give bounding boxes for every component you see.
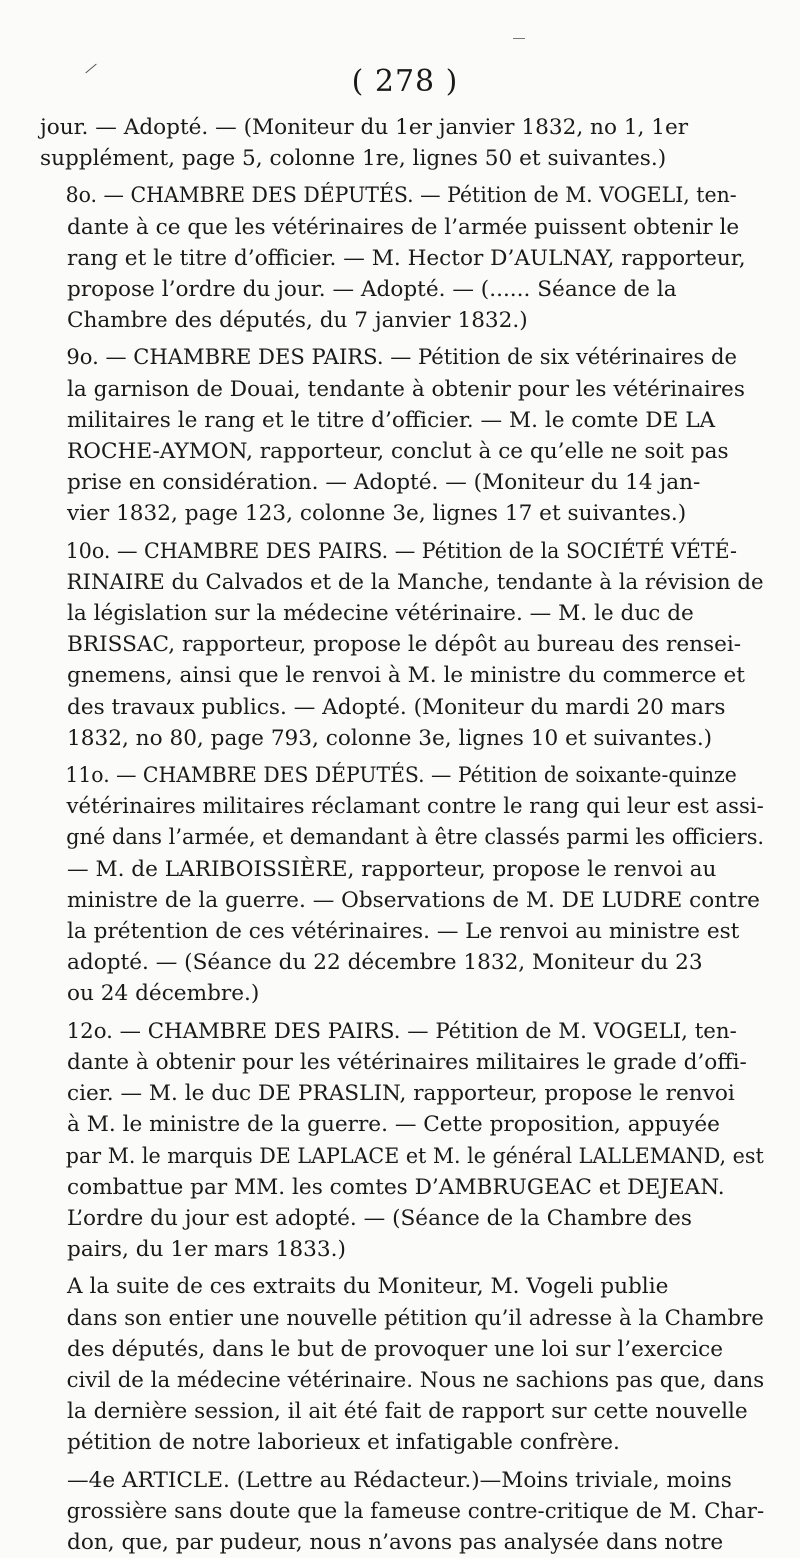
text-line: pairs, du 1er mars 1833.) (67, 1237, 346, 1263)
text-line: dante à ce que les vétérinaires de l’armée puissent obtenir le (67, 214, 740, 240)
paragraph (40, 112, 764, 174)
text-line: ROCHE-AYMON, rapporteur, conclut à ce qu’elle ne soit pas (67, 439, 729, 465)
text-line: 8o. — CHAMBRE DES DÉPUTÉS. — Pétition de M. VOGELI, ten- (65, 183, 737, 209)
text-line: propose l’ordre du jour. — Adopté. — (...... Séance de la (67, 277, 677, 303)
margin-dash-mark (513, 38, 525, 39)
text-line: gnemens, ainsi que le renvoi à M. le ministre du commerce et (67, 663, 745, 689)
text-line: don, que, par pudeur, nous n’avons pas analysée dans notre (67, 1529, 724, 1555)
text-line: 11o. — CHAMBRE DES DÉPUTÉS. — Pétition de soixante-quinze (65, 763, 737, 789)
text-line: 12o. — CHAMBRE DES PAIRS. — Pétition de M. VOGELI, ten- (66, 1018, 737, 1044)
text-line: la législation sur la médecine vétérinaire. — M. le duc de (67, 601, 694, 627)
text-line: vétérinaires militaires réclamant contre le rang qui leur est assi- (66, 794, 764, 820)
text-line: BRISSAC, rapporteur, propose le dépôt au bureau des rensei- (67, 632, 742, 658)
text-line: adopté. — (Séance du 22 décembre 1832, Moniteur du 23 (67, 950, 703, 976)
text-line: L’ordre du jour est adopté. — (Séance de la Chambre des (67, 1205, 692, 1231)
text-line: Chambre des députés, du 7 janvier 1832.) (67, 308, 528, 334)
paragraph (40, 760, 764, 1010)
text-line: ministre de la guerre. — Observations de M. DE LUDRE contre (67, 887, 760, 913)
text-line: jour. — Adopté. — (Moniteur du 1er janvier 1832, no 1, 1er (40, 115, 689, 140)
text-line: — M. de LARIBOISSIÈRE, rapporteur, propose le renvoi au (67, 856, 717, 882)
text-line: 10o. — CHAMBRE DES PAIRS. — Pétition de la SOCIÉTÉ VÉTÉ- (65, 538, 737, 564)
text-line: vier 1832, page 123, colonne 3e, lignes 17 et suivantes.) (67, 501, 687, 527)
text-line: prise en considération. — Adopté. — (Moniteur du 14 jan- (67, 470, 701, 496)
paragraph (40, 1271, 764, 1458)
text-line: civil de la médecine vétérinaire. Nous ne sachions pas que, dans (66, 1367, 765, 1393)
text-line: dans son entier une nouvelle pétition qu’il adresse à la Chambre (66, 1305, 764, 1331)
paragraph (40, 1465, 764, 1558)
text-line: la garnison de Douai, tendante à obtenir pour les vétérinaires (67, 376, 745, 402)
text-line: militaires le rang et le titre d’officier. — M. le comte DE LA (67, 407, 716, 433)
text-line: la dernière session, il ait été fait de rapport sur cette nouvelle (67, 1399, 748, 1425)
text-line: des travaux publics. — Adopté. (Moniteur du mardi 20 mars (67, 694, 726, 720)
paragraph (40, 536, 764, 754)
text-line: rang et le titre d’officier. — M. Hector D’AULNAY, rapporteur, (67, 245, 746, 271)
text-line: 9o. — CHAMBRE DES PAIRS. — Pétition de six vétérinaires de (66, 345, 738, 371)
text-line: à M. le ministre de la guerre. — Cette proposition, appuyée (67, 1112, 720, 1138)
page-number: ( 278 ) (351, 64, 459, 99)
text-line: cier. — M. le duc DE PRASLIN, rapporteur, propose le renvoi (67, 1081, 735, 1107)
paragraph (40, 342, 764, 529)
text-line: ou 24 décembre.) (67, 981, 260, 1007)
text-line: RINAIRE du Calvados et de la Manche, tendante à la révision de (66, 569, 764, 595)
text-line: gné dans l’armée, et demandant à être classés parmi les officiers. (66, 825, 765, 851)
text-line: 1832, no 80, page 793, colonne 3e, lignes 10 et suivantes.) (67, 725, 713, 751)
text-line: des députés, dans le but de provoquer une loi sur l’exercice (67, 1336, 724, 1362)
body-text (40, 112, 764, 1558)
text-line: par M. le marquis DE LAPLACE et M. le général LALLEMAND, est (65, 1143, 764, 1169)
text-line: —4e ARTICLE. (Lettre au Rédacteur.)—Moins triviale, moins (67, 1467, 732, 1493)
text-line: combattue par MM. les comtes D’AMBRUGEAC et DEJEAN. (67, 1174, 725, 1200)
paragraph (40, 1016, 764, 1266)
text-line: grossière sans doute que la fameuse contre-critique de M. Char- (66, 1498, 765, 1524)
paragraph (40, 180, 764, 336)
text-line: dante à obtenir pour les vétérinaires militaires le grade d’offi- (67, 1049, 747, 1075)
text-line: supplément, page 5, colonne 1re, lignes 50 et suivantes.) (40, 146, 667, 172)
text-line: pétition de notre laborieux et infatigable confrère. (67, 1430, 620, 1456)
text-line: la prétention de ces vétérinaires. — Le renvoi au ministre est (67, 919, 740, 945)
text-line: A la suite de ces extraits du Moniteur, M. Vogeli publie (67, 1274, 669, 1300)
